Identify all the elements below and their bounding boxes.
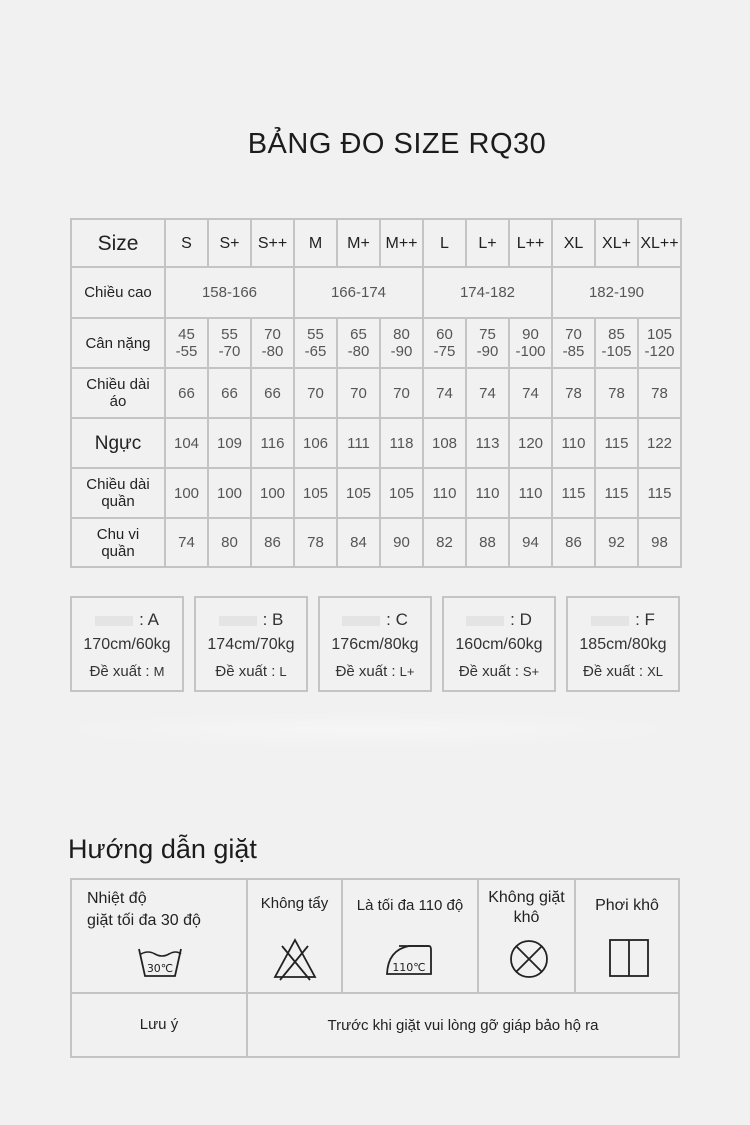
size-header-cell: M++ xyxy=(380,219,423,267)
weight-cell-part: -90 xyxy=(390,343,413,360)
chest-label: Ngực xyxy=(71,418,165,468)
no-dry-clean-cell xyxy=(477,878,576,994)
weight-cell xyxy=(638,318,681,368)
weight-cell-part: -85 xyxy=(562,343,585,360)
shirt-length-cell: 78 xyxy=(638,368,681,418)
weight-cell-part: 70 xyxy=(264,326,281,343)
note-text-cell xyxy=(246,992,680,1058)
weight-cell-part: -80 xyxy=(347,343,370,360)
model-stats: 185cm/80kg xyxy=(579,636,667,653)
model-id-text: : F xyxy=(635,610,655,629)
model-cards xyxy=(70,596,682,692)
label-line: áo xyxy=(109,393,127,410)
waist-cell: 86 xyxy=(552,518,595,567)
pant-length-cell: 115 xyxy=(595,468,638,518)
height-row xyxy=(71,267,681,318)
wash-temp-cell xyxy=(70,878,248,994)
label-line: quần xyxy=(101,542,135,560)
height-group: 166-174 xyxy=(294,267,423,318)
weight-cell-part: 60 xyxy=(436,326,453,343)
shirt-length-cell: 78 xyxy=(552,368,595,418)
rec-label: Đề xuất : xyxy=(335,663,396,680)
waist-cell: 82 xyxy=(423,518,466,567)
model-stats: 160cm/60kg xyxy=(455,636,543,653)
weight-cell-part: 90 xyxy=(522,326,539,343)
size-header-cell: XL xyxy=(552,219,595,267)
line-dry-icon xyxy=(608,938,650,980)
weight-cell-part: 70 xyxy=(565,326,582,343)
model-card xyxy=(70,596,184,692)
no-dry-clean-icon xyxy=(508,938,550,980)
size-header-cell: L++ xyxy=(509,219,552,267)
label-line: giặt tối đa 30 độ xyxy=(87,912,201,929)
weight-cell xyxy=(294,318,337,368)
model-id xyxy=(320,610,430,630)
model-id-text: : C xyxy=(386,610,408,629)
size-header-cell: M+ xyxy=(337,219,380,267)
model-id-text: : A xyxy=(139,610,159,629)
rec-size: S+ xyxy=(522,664,540,679)
model-id-text: : B xyxy=(262,610,284,629)
shirt-length-row xyxy=(71,368,681,418)
shirt-length-cell: 74 xyxy=(423,368,466,418)
rec-size: L xyxy=(279,664,287,679)
weight-row xyxy=(71,318,681,368)
no-dry-clean-label xyxy=(479,888,574,928)
height-group: 174-182 xyxy=(423,267,552,318)
waist-cell: 78 xyxy=(294,518,337,567)
iron-temp: 110℃ xyxy=(392,961,426,974)
rec-label: Đề xuất : xyxy=(89,663,150,680)
weight-cell xyxy=(595,318,638,368)
chest-cell: 120 xyxy=(509,418,552,468)
weight-cell-part: -120 xyxy=(644,343,675,360)
size-header-label: Size xyxy=(71,219,165,267)
pant-length-cell: 110 xyxy=(509,468,552,518)
size-chart-table xyxy=(70,218,682,568)
wash-guide-title: Hướng dẫn giặt xyxy=(68,834,257,864)
pant-length-cell: 100 xyxy=(251,468,294,518)
weight-cell xyxy=(165,318,208,368)
waist-cell: 88 xyxy=(466,518,509,567)
size-header-cell: L xyxy=(423,219,466,267)
size-header-row xyxy=(71,219,681,267)
waist-row xyxy=(71,518,681,567)
blurred-label xyxy=(591,616,629,626)
weight-cell-part: 55 xyxy=(221,326,238,343)
label-line: Không giặt xyxy=(488,889,565,906)
no-bleach-label: Không tẩy xyxy=(260,895,329,912)
model-recommendation xyxy=(72,663,182,680)
shirt-length-cell: 66 xyxy=(165,368,208,418)
iron-icon xyxy=(385,938,437,978)
waist-cell: 94 xyxy=(509,518,552,567)
pant-length-cell: 115 xyxy=(638,468,681,518)
rec-size: M xyxy=(153,664,165,679)
no-bleach-icon xyxy=(272,936,318,982)
weight-cell-part: 105 xyxy=(646,326,673,343)
chest-cell: 106 xyxy=(294,418,337,468)
shirt-length-label xyxy=(71,368,165,418)
rec-size: XL xyxy=(647,664,663,679)
weight-cell-part: -80 xyxy=(261,343,284,360)
weight-cell xyxy=(337,318,380,368)
waist-cell: 92 xyxy=(595,518,638,567)
model-stats: 170cm/60kg xyxy=(83,636,171,653)
chest-cell: 115 xyxy=(595,418,638,468)
shirt-length-cell: 78 xyxy=(595,368,638,418)
weight-cell xyxy=(509,318,552,368)
pant-length-row xyxy=(71,468,681,518)
model-card xyxy=(194,596,308,692)
height-group: 182-190 xyxy=(552,267,681,318)
weight-cell xyxy=(423,318,466,368)
weight-label: Cân nặng xyxy=(71,318,165,368)
weight-cell-part: -100 xyxy=(515,343,546,360)
model-id xyxy=(196,610,306,630)
pant-length-cell: 110 xyxy=(423,468,466,518)
weight-cell xyxy=(466,318,509,368)
iron-label: Là tối đa 110 độ xyxy=(356,897,464,914)
note-label-cell xyxy=(70,992,248,1058)
chest-cell: 111 xyxy=(337,418,380,468)
label-line: khô xyxy=(513,909,540,926)
rec-label: Đề xuất : xyxy=(583,663,644,680)
weight-cell-part: 55 xyxy=(307,326,324,343)
weight-cell-part: 65 xyxy=(350,326,367,343)
model-card xyxy=(566,596,680,692)
chest-cell: 118 xyxy=(380,418,423,468)
pant-length-cell: 110 xyxy=(466,468,509,518)
waist-cell: 74 xyxy=(165,518,208,567)
weight-cell-part: -65 xyxy=(304,343,327,360)
size-header-cell: S+ xyxy=(208,219,251,267)
rec-label: Đề xuất : xyxy=(458,663,519,680)
model-id xyxy=(444,610,554,630)
weight-cell xyxy=(208,318,251,368)
pant-length-cell: 105 xyxy=(380,468,423,518)
height-label: Chiều cao xyxy=(71,267,165,318)
pant-length-cell: 105 xyxy=(337,468,380,518)
size-header-cell: L+ xyxy=(466,219,509,267)
weight-cell xyxy=(251,318,294,368)
weight-cell-part: -55 xyxy=(175,343,198,360)
blurred-label xyxy=(95,616,133,626)
waist-cell: 90 xyxy=(380,518,423,567)
shirt-length-cell: 70 xyxy=(380,368,423,418)
shirt-length-cell: 66 xyxy=(251,368,294,418)
line-dry-cell xyxy=(574,878,680,994)
pant-length-cell: 100 xyxy=(165,468,208,518)
size-header-cell: XL+ xyxy=(595,219,638,267)
wash-tub-icon xyxy=(136,943,184,979)
model-id-text: : D xyxy=(510,610,532,629)
waist-cell: 84 xyxy=(337,518,380,567)
weight-cell-part: 85 xyxy=(608,326,625,343)
weight-cell-part: -90 xyxy=(476,343,499,360)
blurred-label xyxy=(466,616,504,626)
chest-cell: 110 xyxy=(552,418,595,468)
size-header-cell: M xyxy=(294,219,337,267)
wash-tub-temp: 30℃ xyxy=(146,962,174,975)
blurred-label xyxy=(219,616,257,626)
size-header-cell: XL++ xyxy=(638,219,681,267)
decorative-smudge xyxy=(48,712,688,748)
label-line: Chiều dài xyxy=(86,376,150,393)
model-id xyxy=(72,610,182,630)
shirt-length-cell: 66 xyxy=(208,368,251,418)
shirt-length-cell: 70 xyxy=(337,368,380,418)
label-line: quần xyxy=(101,493,135,510)
model-card xyxy=(442,596,556,692)
waist-cell: 80 xyxy=(208,518,251,567)
model-recommendation xyxy=(568,663,678,680)
weight-cell xyxy=(380,318,423,368)
chest-cell: 122 xyxy=(638,418,681,468)
model-recommendation xyxy=(444,663,554,680)
chest-cell: 109 xyxy=(208,418,251,468)
weight-cell xyxy=(552,318,595,368)
weight-cell-part: 80 xyxy=(393,326,410,343)
model-stats: 174cm/70kg xyxy=(207,636,295,653)
chest-cell: 113 xyxy=(466,418,509,468)
note-label: Lưu ý xyxy=(139,1016,179,1033)
iron-cell xyxy=(341,878,479,994)
model-recommendation xyxy=(196,663,306,680)
pant-length-label xyxy=(71,468,165,518)
label-line: Chu vi xyxy=(96,525,140,543)
rec-size: L+ xyxy=(399,664,415,679)
note-text: Trước khi giặt vui lòng gỡ giáp bảo hộ ra xyxy=(327,1017,599,1034)
page-title: BẢNG ĐO SIZE RQ30 xyxy=(247,128,547,160)
pant-length-cell: 105 xyxy=(294,468,337,518)
pant-length-cell: 100 xyxy=(208,468,251,518)
chest-cell: 108 xyxy=(423,418,466,468)
size-header-cell: S xyxy=(165,219,208,267)
weight-cell-part: -105 xyxy=(601,343,632,360)
size-header-cell: S++ xyxy=(251,219,294,267)
waist-cell: 98 xyxy=(638,518,681,567)
blurred-label xyxy=(342,616,380,626)
waist-label xyxy=(71,518,165,567)
wash-guide-table xyxy=(70,878,680,1058)
model-recommendation xyxy=(320,663,430,680)
chest-cell: 116 xyxy=(251,418,294,468)
no-bleach-cell xyxy=(246,878,343,994)
wash-temp-label xyxy=(72,888,261,932)
waist-cell: 86 xyxy=(251,518,294,567)
model-card xyxy=(318,596,432,692)
weight-cell-part: -75 xyxy=(433,343,456,360)
rec-label: Đề xuất : xyxy=(215,663,276,680)
label-line: Chiều dài xyxy=(86,476,150,493)
weight-cell-part: 75 xyxy=(479,326,496,343)
model-id xyxy=(568,610,678,630)
height-group: 158-166 xyxy=(165,267,294,318)
pant-length-cell: 115 xyxy=(552,468,595,518)
shirt-length-cell: 70 xyxy=(294,368,337,418)
chest-cell: 104 xyxy=(165,418,208,468)
shirt-length-cell: 74 xyxy=(509,368,552,418)
model-stats: 176cm/80kg xyxy=(331,636,419,653)
line-dry-label: Phơi khô xyxy=(595,897,659,914)
weight-cell-part: -70 xyxy=(218,343,241,360)
shirt-length-cell: 74 xyxy=(466,368,509,418)
chest-row xyxy=(71,418,681,468)
label-line: Nhiệt độ xyxy=(87,890,147,907)
weight-cell-part: 45 xyxy=(178,326,195,343)
